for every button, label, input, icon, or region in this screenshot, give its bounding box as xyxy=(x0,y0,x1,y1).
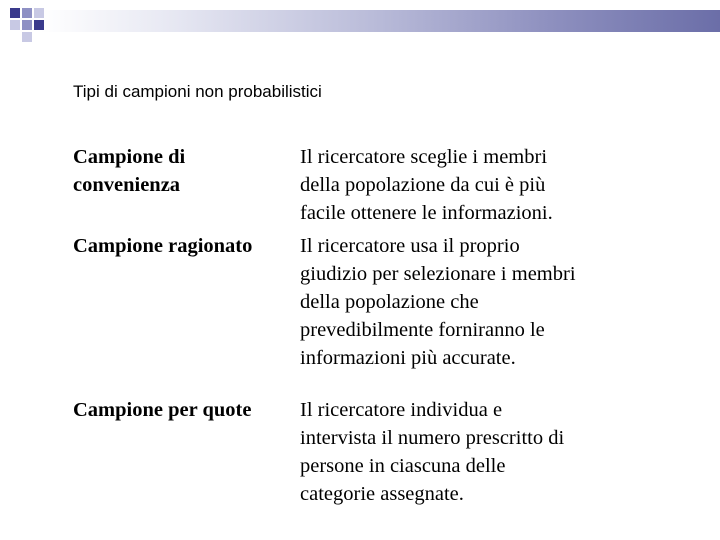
decorative-square xyxy=(22,8,32,18)
definition-line: della popolazione da cui è più xyxy=(300,174,546,196)
definition-line: giudizio per selezionare i membri xyxy=(300,263,576,285)
term-label xyxy=(73,232,295,260)
definition-text xyxy=(300,396,660,508)
definition-line: persone in ciascuna delle xyxy=(300,455,506,477)
definition-line: Il ricercatore sceglie i membri xyxy=(300,146,548,168)
definition-line: della popolazione che xyxy=(300,291,479,313)
term-label xyxy=(73,396,295,424)
definition-text xyxy=(300,232,660,372)
decorative-square xyxy=(10,8,20,18)
definition-text xyxy=(300,143,660,227)
term-line: convenienza xyxy=(73,174,181,196)
term-label xyxy=(73,143,295,199)
decorative-square xyxy=(22,20,32,30)
definition-line: categorie assegnate. xyxy=(300,483,464,505)
decorative-square xyxy=(22,32,32,42)
definition-line: informazioni più accurate. xyxy=(300,347,516,369)
decorative-square xyxy=(34,20,44,30)
definition-line: prevedibilmente forniranno le xyxy=(300,319,545,341)
decorative-square xyxy=(10,20,20,30)
definition-line: Il ricercatore individua e xyxy=(300,399,503,421)
term-line: Campione di xyxy=(73,146,186,168)
definition-line: intervista il numero prescritto di xyxy=(300,427,565,449)
page-title: Tipi di campioni non probabilistici xyxy=(73,82,322,101)
term-line: Campione per quote xyxy=(73,399,252,421)
definition-line: facile ottenere le informazioni. xyxy=(300,202,553,224)
term-line: Campione ragionato xyxy=(73,235,253,257)
decorative-square xyxy=(34,8,44,18)
decorative-header-bar xyxy=(40,10,720,32)
definition-line: Il ricercatore usa il proprio xyxy=(300,235,520,257)
